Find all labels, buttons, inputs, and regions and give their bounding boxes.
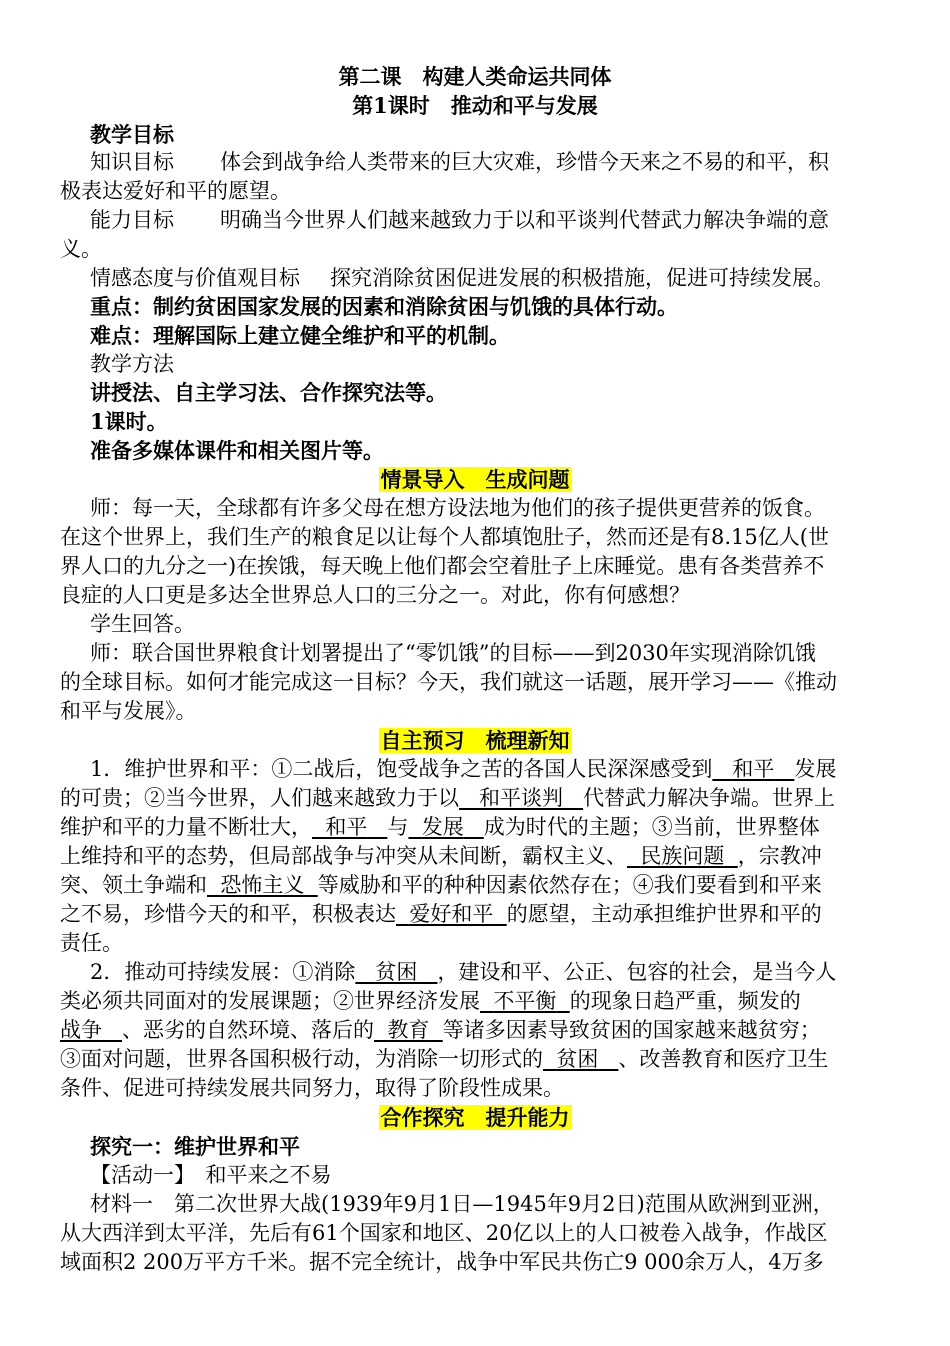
material-line: 从大西洋到太平洋，先后有61个国家和地区、20亿以上的人口被卷入战争，作战区	[60, 1221, 828, 1245]
preview-item-1-line	[60, 842, 896, 871]
ability-objective	[90, 206, 896, 235]
ability-objective-cont: 义。	[60, 237, 102, 261]
fill-in-answer	[60, 1018, 122, 1042]
key-point: 重点：制约贫困国家发展的因素和消除贫困与饥饿的具体行动。	[90, 294, 678, 319]
preview-item-1-line	[60, 784, 896, 813]
paragraph-line: 的全球目标。如何才能完成这一目标？今天，我们就这一话题，展开学习——《推动	[60, 670, 837, 694]
emotion-text: 探究消除贫困促进发展的积极措施，促进可持续发展。	[330, 266, 834, 290]
material-line: 域面积2 200万平方千米。据不完全统计，战争中军民共伤亡9 000余万人，4万多	[60, 1250, 824, 1274]
class-hours: 1课时。	[90, 409, 168, 434]
answer-text: 民族问题	[640, 844, 725, 868]
text-run: 的可贵；②当今世界，人们越来越致力于以	[60, 786, 459, 810]
knowledge-text: 体会到战争给人类带来的巨大灾难，珍惜今天来之不易的和平，积	[220, 150, 829, 174]
section-heading-1-wrap	[0, 465, 950, 495]
fill-in-answer	[627, 844, 738, 868]
section-heading-3-wrap	[0, 1103, 950, 1133]
answer-text: 贫困	[556, 1047, 599, 1071]
answer-text: 贫困	[375, 960, 418, 984]
text-run: 突、领土争端和	[60, 873, 207, 897]
text-run: 等威胁和平的种种因素依然存在；④我们要看到和平来	[317, 873, 822, 897]
emotion-label: 情感态度与价值观目标	[90, 266, 300, 290]
text-run: 、改善教育和医疗卫生	[618, 1047, 829, 1071]
text-run: 维护和平的力量不断壮大，	[60, 815, 312, 839]
answer-text: 和平谈判	[479, 786, 564, 810]
preview-item-2-line	[90, 958, 896, 987]
answer-text: 发展	[421, 815, 464, 839]
knowledge-objective	[90, 148, 896, 177]
fill-in-answer	[459, 786, 583, 810]
paragraph-line: 师：每一天，全球都有许多父母在想方设法地为他们的孩子提供更营养的饭食。	[90, 496, 825, 520]
section-heading-intro: 情景导入 生成问题	[380, 467, 570, 492]
page-subtitle: 第1课时 推动和平与发展	[352, 93, 598, 118]
text-run: ③面对问题，世界各国积极行动，为消除一切形式的	[60, 1047, 543, 1071]
text-run: 类必须共同面对的发展课题；②世界经济发展	[60, 989, 480, 1013]
page-title: 第二课 构建人类命运共同体	[338, 64, 612, 89]
text-run: 之不易，珍惜今天的和平，积极表达	[60, 902, 396, 926]
preview-item-1-line: 责任。	[60, 931, 123, 955]
fill-in-answer	[408, 815, 483, 839]
fill-in-answer	[712, 757, 794, 781]
fill-in-answer	[312, 815, 387, 839]
text-run: 上维持和平的态势，但局部战争与冲突从未间断，霸权主义、	[60, 844, 627, 868]
teaching-methods: 讲授法、自主学习法、合作探究法等。	[90, 380, 447, 405]
preview-item-1-line	[60, 871, 896, 900]
knowledge-label: 知识目标	[90, 150, 174, 174]
paragraph-line: 师：联合国世界粮食计划署提出了“零饥饿”的目标——到2030年实现消除饥饿	[90, 641, 816, 665]
text-run: 成为时代的主题；③当前，世界整体	[483, 815, 820, 839]
answer-text: 不平衡	[493, 989, 557, 1013]
text-run: 发展	[794, 757, 837, 781]
section-heading-preview: 自主预习 梳理新知	[380, 728, 570, 753]
answer-text: 爱好和平	[409, 902, 494, 926]
text-run: 、恶劣的自然环境、落后的	[122, 1018, 375, 1042]
answer-text: 和平	[325, 815, 368, 839]
paragraph-line: 和平与发展》。	[60, 699, 197, 723]
section-heading-explore: 合作探究 提升能力	[380, 1105, 570, 1130]
preview-item-2-line: 条件、促进可持续发展共同努力，取得了阶段性成果。	[60, 1076, 564, 1100]
ability-text: 明确当今世界人们越来越致力于以和平谈判代替武力解决争端的意	[220, 208, 829, 232]
ability-label: 能力目标	[90, 208, 174, 232]
preview-item-1-line	[90, 755, 896, 784]
text-run: 的愿望，主动承担维护世界和平的	[506, 902, 822, 926]
knowledge-objective-cont: 极表达爱好和平的愿望。	[60, 179, 291, 203]
answer-text: 教育	[387, 1018, 430, 1042]
preview-item-2-line	[60, 1016, 896, 1045]
text-run: 与	[387, 815, 409, 839]
method-heading: 教学方法	[90, 352, 174, 376]
answer-text: 和平	[732, 757, 775, 781]
preview-item-2-line	[60, 1045, 896, 1074]
text-run: 的现象日趋严重，频发的	[569, 989, 801, 1013]
paragraph-line: 良症的人口更是多达全世界总人口的三分之一。对此，你有何感想？	[60, 583, 690, 607]
explore-heading: 探究一：维护世界和平	[90, 1134, 300, 1159]
text-run: 2．推动可持续发展：①消除	[90, 960, 356, 984]
material-line: 材料一 第二次世界大战(1939年9月1日—1945年9月2日)范围从欧洲到亚洲，	[90, 1192, 834, 1216]
objectives-heading: 教学目标	[90, 122, 174, 147]
preview-item-2-line	[60, 987, 896, 1016]
preparation: 准备多媒体课件和相关图片等。	[90, 438, 384, 463]
fill-in-answer	[207, 873, 318, 897]
text-run: ，建设和平、公正、包容的社会，是当今人	[437, 960, 837, 984]
fill-in-answer	[374, 1018, 443, 1042]
fill-in-answer	[480, 989, 570, 1013]
paragraph-line: 界人口的九分之一)在挨饿，每天晚上他们都会空着肚子上床睡觉。患有各类营养不	[60, 554, 825, 578]
emotion-objective	[90, 264, 896, 293]
answer-text: 战争	[60, 1018, 102, 1042]
section-heading-2-wrap	[0, 726, 950, 756]
student-answer: 学生回答。	[90, 612, 195, 636]
difficulty-point: 难点：理解国际上建立健全维护和平的机制。	[90, 323, 510, 348]
paragraph-line: 在这个世界上，我们生产的粮食足以让每个人都填饱肚子，然而还是有8.15亿人(世	[60, 525, 829, 549]
activity-heading: 【活动一】 和平来之不易	[90, 1163, 332, 1187]
fill-in-answer	[355, 960, 437, 984]
text-run: 1．维护世界和平：①二战后，饱受战争之苦的各国人民深深感受到	[90, 757, 713, 781]
fill-in-answer	[543, 1047, 618, 1071]
preview-item-1-line	[60, 813, 896, 842]
text-run: 代替武力解决争端。世界上	[583, 786, 836, 810]
fill-in-answer	[396, 902, 507, 926]
answer-text: 恐怖主义	[220, 873, 305, 897]
text-run: 等诸多因素导致贫困的国家越来越贫穷；	[442, 1018, 821, 1042]
text-run: ，宗教冲	[737, 844, 822, 868]
preview-item-1-line	[60, 900, 896, 929]
